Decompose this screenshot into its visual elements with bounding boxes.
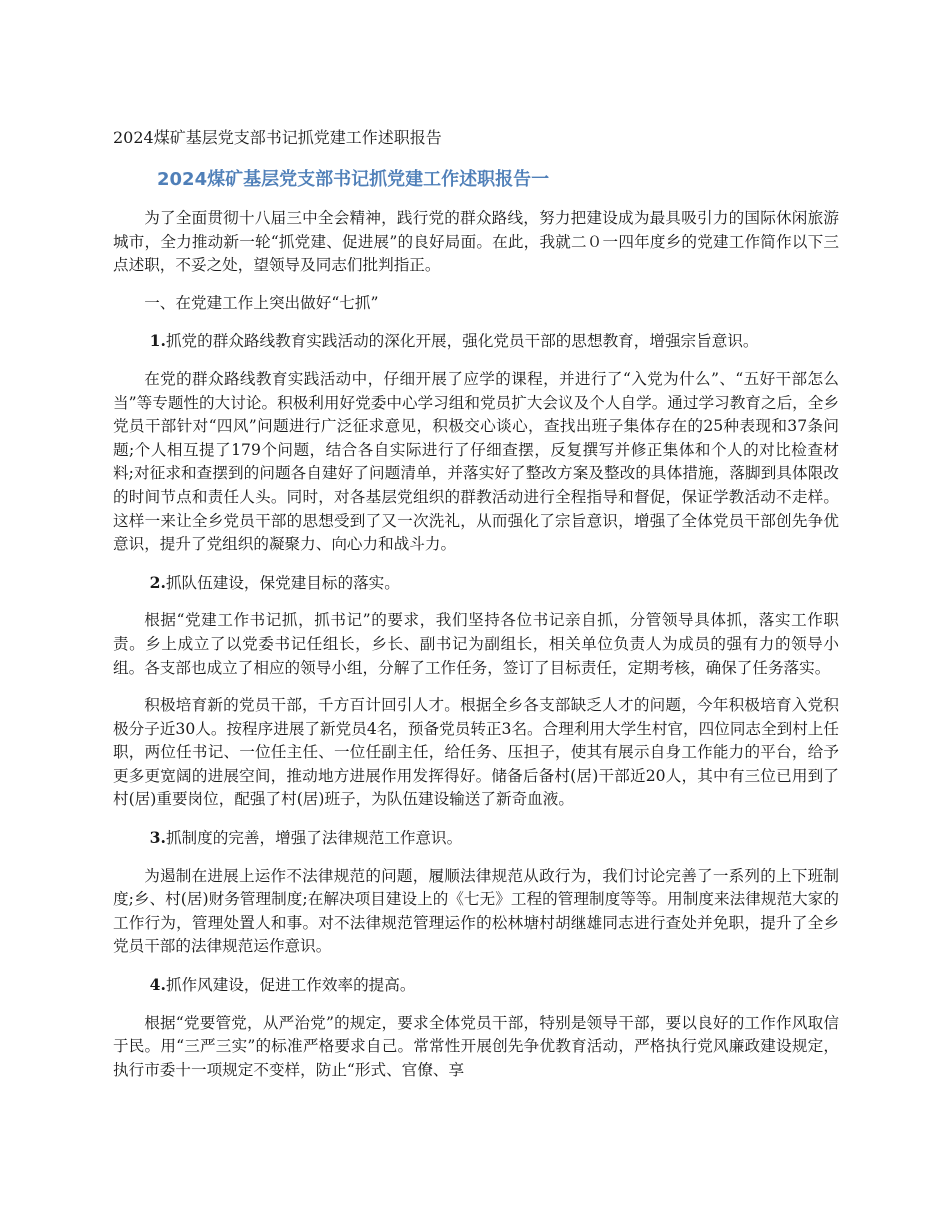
body-paragraph: 在党的群众路线教育实践活动中，仔细开展了应学的课程，并进行了“入党为什么”、“五好干部怎么当”等专题性的大讨论。积极利用好党委中心学习组和党员扩大会议及个人自学。通过学习教育之后，全乡党员干部针对“四风”问题进行广泛征求意见，积极交心谈心，查找出班子集体存在的25种表现和37条问题;个人相互提了179个问题，结合各自实际进行了仔细查摆，反复撰写并修正集体和个人的对比检查材料;对征求和查摆到的问题各自建好了问题清单，并落实好了整改方案及整改的具体措施，落脚到具体限改的时间节点和责任人头。同时，对各基层党组织的群教活动进行全程指导和督促，保证学教活动不走样。这样一来让全乡党员干部的思想受到了又一次洗礼，从而强化了宗旨意识，增强了全体党员干部创先争优意识，提升了党组织的凝聚力、向心力和战斗力。 (113, 369, 839, 554)
body-paragraph: 根据“党建工作书记抓，抓书记”的要求，我们坚持各位书记亲自抓，分管领导具体抓，落实工作职责。乡上成立了以党委书记任组长，乡长、副书记为副组长，相关单位负责人为成员的强有力的领导小组。各支部也成立了相应的领导小组，分解了工作任务，签订了目标责任，定期考核，确保了任务落实。 (113, 611, 839, 677)
item-text: 抓制度的完善，增强了法律规范工作意识。 (165, 829, 463, 848)
numbered-item (113, 826, 839, 851)
item-number: 1. (149, 331, 166, 351)
document-title: 2024煤矿基层党支部书记抓党建工作述职报告 (113, 128, 442, 147)
body-paragraph: 根据“党要管党，从严治党”的规定，要求全体党员干部，特别是领导干部，要以良好的工作作风取信于民。用“三严三实”的标准严格要求自己。常常性开展创先争优教育活动，严格执行党风廉政建设规定，执行市委十一项规定不变样，防止“形式、官僚、享 (113, 1013, 839, 1079)
numbered-item (113, 571, 839, 596)
item-text: 抓作风建设，促进工作效率的提高。 (165, 976, 416, 995)
item-number: 4. (149, 975, 166, 995)
document-body (113, 207, 839, 1096)
item-number: 2. (149, 572, 166, 592)
body-paragraph: 为遏制在进展上运作不法律规范的问题，履顺法律规范从政行为，我们讨论完善了一系列的上下班制度;乡、村(居)财务管理制度;在解决项目建设上的《七无》工程的管理制度等等。用制度来法律规范大家的工作行为，管理处置人和事。对不法律规范管理运作的松林塘村胡继雄同志进行查处并免职，提升了全乡党员干部的法律规范运作意识。 (113, 866, 839, 956)
item-text: 抓队伍建设，保党建目标的落实。 (165, 573, 400, 592)
section-heading: 一、在党建工作上突出做好“七抓” (144, 293, 379, 312)
report-heading: 2024煤矿基层党支部书记抓党建工作述职报告一 (157, 169, 550, 190)
numbered-item (113, 329, 839, 354)
body-paragraph: 积极培育新的党员干部，千方百计回引人才。根据全乡各支部缺乏人才的问题，今年积极培育入党积极分子近30人。按程序进展了新党员4名，预备党员转正3名。合理利用大学生村官，四位同志全到村上任职，两位任书记、一位任主任、一位任副主任，给任务、压担子，使其有展示自身工作能力的平台，给予更多更宽阔的进展空间，推动地方进展作用发挥得好。储备后备村(居)干部近20人，其中有三位已用到了村(居)重要岗位，配强了村(居)班子，为队伍建设输送了新奇血液。 (113, 696, 839, 809)
numbered-item (113, 973, 839, 998)
item-number: 3. (149, 828, 166, 848)
item-text: 抓党的群众路线教育实践活动的深化开展，强化党员干部的思想教育，增强宗旨意识。 (165, 332, 759, 351)
intro-paragraph: 为了全面贯彻十八届三中全会精神，践行党的群众路线，努力把建设成为最具吸引力的国际休闲旅游城市，全力推动新一轮“抓党建、促进展”的良好局面。在此，我就二０一四年度乡的党建工作简作以下三点述职，不妥之处，望领导及同志们批判指正。 (113, 209, 839, 275)
